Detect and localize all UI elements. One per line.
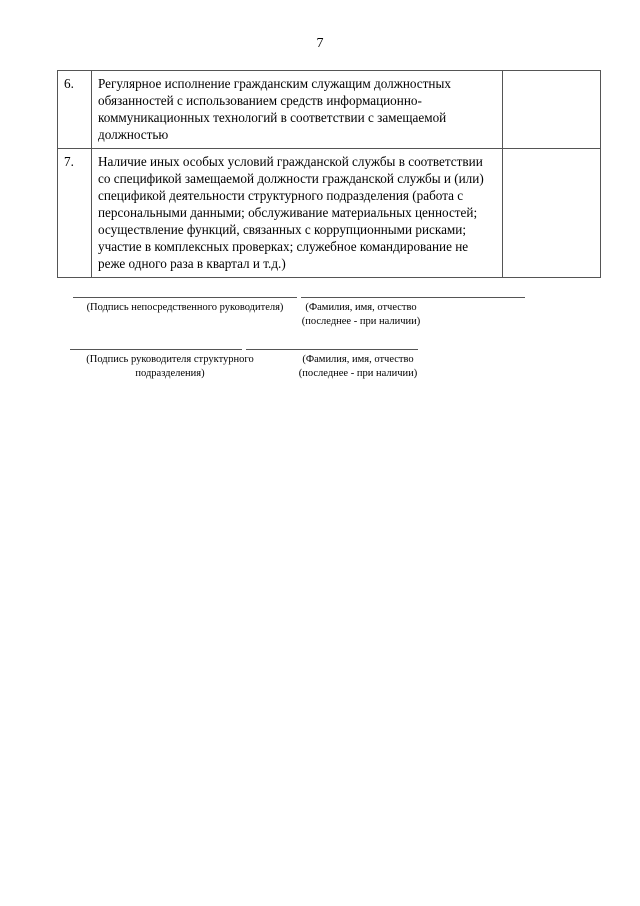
row-text: Наличие иных особых условий гражданской службы в соответствии со спецификой замещаемой должности гражданской службы и (или) спецификой деятельности структурного подразделения (работа с персональными данными; обслуживание материальных ценностей; осуществление функций, связанных с коррупционными рисками; участие в комплексных проверках; служебное командирование не реже одного раза в квартал и т.д.) [92,149,503,278]
row-text: Регулярное исполнение гражданским служащим должностных обязанностей с использованием средств информационно-коммуникационных технологий в соответствии с замещаемой должностью [92,71,503,149]
supervisor-signature-field[interactable] [73,297,297,315]
row-mark-cell[interactable] [503,149,601,278]
page-number: 7 [316,36,324,51]
criteria-table [57,70,601,278]
table-row [58,71,601,149]
row-mark-cell[interactable] [503,71,601,149]
supervisor-signature-caption: (Подпись непосредственного руководителя) [86,302,284,313]
row-number: 7. [58,149,92,278]
head-signature-field[interactable] [70,349,254,381]
head-signature-caption: (Подпись руководителя структурного подразделения) [86,354,254,379]
table-row [58,149,601,278]
supervisor-name-field[interactable] [301,297,525,329]
head-name-field[interactable] [246,349,418,381]
head-name-caption: (Фамилия, имя, отчество (последнее - при наличии) [298,354,418,379]
row-number: 6. [58,71,92,149]
supervisor-name-caption: (Фамилия, имя, отчество (последнее - при наличии) [301,302,421,327]
